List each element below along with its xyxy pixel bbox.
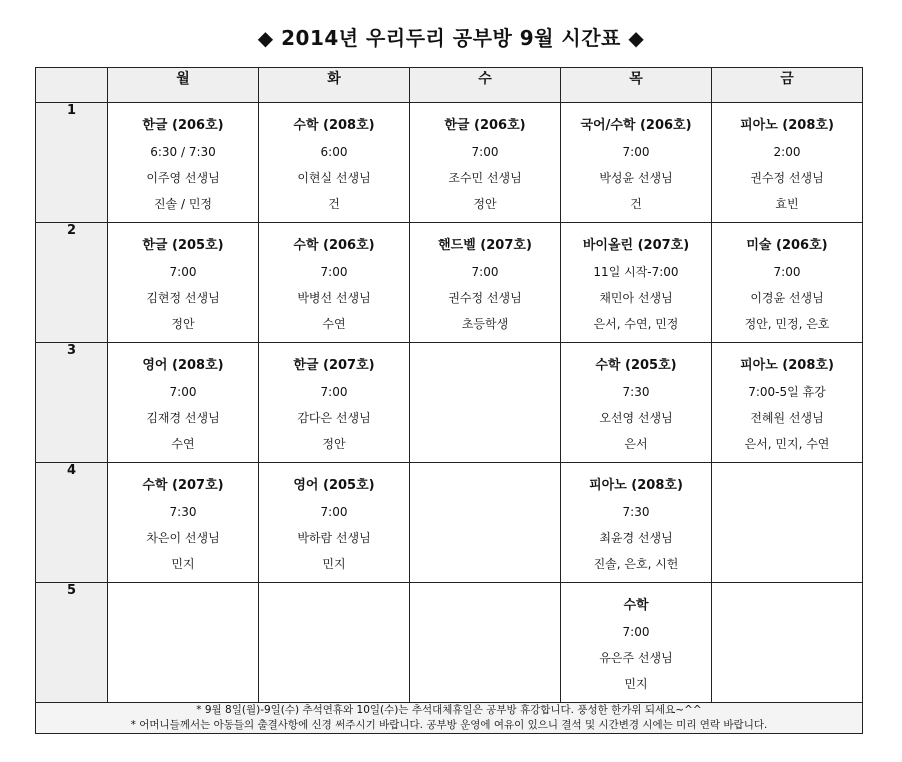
- class-time: [108, 619, 258, 645]
- teacher-name: 박성윤 선생님: [599, 171, 673, 185]
- class-time: 7:00: [622, 145, 650, 159]
- class-subject: [410, 473, 560, 499]
- class-cell: [108, 223, 259, 343]
- student-names: [410, 551, 560, 577]
- class-cell-content: [108, 223, 258, 337]
- class-cell-content: [410, 463, 560, 577]
- class-time: 7:00: [320, 265, 348, 279]
- student-names: 은서, 민지, 수연: [744, 437, 830, 451]
- class-time: 7:30: [622, 505, 650, 519]
- teacher-name: 이주영 선생님: [146, 171, 220, 185]
- class-cell: [108, 103, 259, 223]
- teacher-name: [108, 645, 258, 671]
- student-names: [712, 551, 862, 577]
- student-names: 정안: [473, 197, 497, 211]
- note-line: * 9월 8일(월)-9일(수) 추석연휴와 10일(수)는 추석대체휴일은 공부방 휴강합니다. 풍성한 한가위 되세요~^^: [196, 704, 702, 716]
- period-row: [36, 463, 863, 583]
- teacher-name: 최윤경 선생님: [599, 531, 673, 545]
- teacher-name: 전혜원 선생님: [750, 411, 824, 425]
- teacher-name: [410, 645, 560, 671]
- header-row: [36, 68, 863, 103]
- period-label: 3: [36, 343, 108, 463]
- class-time: [712, 499, 862, 525]
- class-cell-content: [108, 583, 258, 697]
- class-cell: [712, 223, 863, 343]
- class-cell-content: [561, 223, 711, 337]
- student-names: 정안: [322, 437, 346, 451]
- class-time: 7:00: [320, 505, 348, 519]
- class-subject: 국어/수학 (206호): [580, 118, 692, 133]
- class-subject: [410, 353, 560, 379]
- class-cell-content: [259, 103, 409, 217]
- class-cell: [108, 583, 259, 703]
- class-time: [410, 379, 560, 405]
- teacher-name: 유은주 선생님: [599, 651, 673, 665]
- teacher-name: 차은이 선생님: [146, 531, 220, 545]
- teacher-name: 이경윤 선생님: [750, 291, 824, 305]
- class-cell: [259, 343, 410, 463]
- student-names: 민지: [322, 557, 346, 571]
- class-cell: [712, 583, 863, 703]
- class-subject: 수학: [623, 598, 649, 613]
- class-cell: [712, 343, 863, 463]
- class-cell-content: [410, 343, 560, 457]
- student-names: 은서, 수연, 민정: [593, 317, 679, 331]
- teacher-name: 권수정 선생님: [750, 171, 824, 185]
- class-cell-content: [561, 343, 711, 457]
- class-time: [410, 499, 560, 525]
- student-names: 건: [630, 197, 642, 211]
- class-cell: [259, 583, 410, 703]
- class-cell: [410, 463, 561, 583]
- student-names: 진솔, 은호, 시헌: [593, 557, 679, 571]
- day-header: 금: [712, 68, 863, 103]
- class-cell: [410, 103, 561, 223]
- student-names: 민지: [171, 557, 195, 571]
- class-cell-content: [410, 583, 560, 697]
- student-names: 정안: [171, 317, 195, 331]
- student-names: 민지: [624, 677, 648, 691]
- teacher-name: 박하람 선생님: [297, 531, 371, 545]
- period-label: 1: [36, 103, 108, 223]
- class-time: 7:00: [471, 265, 499, 279]
- student-names: [108, 671, 258, 697]
- period-row: [36, 343, 863, 463]
- class-cell-content: [561, 583, 711, 697]
- teacher-name: [712, 645, 862, 671]
- class-time: 11일 시작-7:00: [593, 265, 679, 279]
- class-subject: [712, 593, 862, 619]
- class-cell-content: [561, 103, 711, 217]
- class-subject: 한글 (207호): [293, 358, 375, 373]
- class-cell-content: [108, 463, 258, 577]
- period-label: 4: [36, 463, 108, 583]
- page-title: ◆ 2014년 우리두리 공부방 9월 시간표 ◆: [257, 26, 645, 50]
- note-line: * 어머니들께서는 아동들의 출결사항에 신경 써주시기 바랍니다. 공부방 운영에 여유이 있으니 결석 및 시간변경 시에는 미리 연락 바랍니다.: [130, 719, 768, 731]
- class-subject: 영어 (208호): [142, 358, 224, 373]
- class-time: [410, 619, 560, 645]
- class-cell: [561, 343, 712, 463]
- notes-cell: [36, 703, 863, 734]
- teacher-name: [712, 525, 862, 551]
- period-row: [36, 103, 863, 223]
- class-subject: 한글 (205호): [142, 238, 224, 253]
- class-time: 7:00-5일 휴강: [748, 385, 826, 399]
- teacher-name: 김현정 선생님: [146, 291, 220, 305]
- teacher-name: 감다은 선생님: [297, 411, 371, 425]
- class-cell: [259, 103, 410, 223]
- timetable: [35, 67, 863, 734]
- class-cell: [410, 583, 561, 703]
- teacher-name: 권수정 선생님: [448, 291, 522, 305]
- student-names: [259, 671, 409, 697]
- teacher-name: 조수민 선생님: [448, 171, 522, 185]
- student-names: [712, 671, 862, 697]
- class-time: 7:00: [622, 625, 650, 639]
- student-names: 은서: [624, 437, 648, 451]
- class-cell: [712, 463, 863, 583]
- student-names: 수연: [322, 317, 346, 331]
- class-subject: [410, 593, 560, 619]
- day-header: 화: [259, 68, 410, 103]
- class-cell: [410, 343, 561, 463]
- class-subject: 수학 (207호): [142, 478, 224, 493]
- class-cell-content: [108, 343, 258, 457]
- class-subject: 수학 (206호): [293, 238, 375, 253]
- class-time: 7:30: [622, 385, 650, 399]
- class-cell: [561, 463, 712, 583]
- class-time: 7:00: [471, 145, 499, 159]
- student-names: [410, 671, 560, 697]
- class-cell: [108, 463, 259, 583]
- class-cell-content: [410, 223, 560, 337]
- class-cell: [561, 103, 712, 223]
- student-names: 정안, 민정, 은호: [744, 317, 830, 331]
- period-row: [36, 583, 863, 703]
- class-time: [259, 619, 409, 645]
- class-cell-content: [712, 583, 862, 697]
- class-cell: [561, 583, 712, 703]
- day-header: 수: [410, 68, 561, 103]
- class-cell: [712, 103, 863, 223]
- class-cell-content: [108, 103, 258, 217]
- class-cell-content: [259, 223, 409, 337]
- class-cell-content: [410, 103, 560, 217]
- notes-row: [36, 703, 863, 734]
- teacher-name: [410, 405, 560, 431]
- class-subject: 바이올린 (207호): [582, 238, 690, 253]
- class-cell-content: [712, 223, 862, 337]
- class-time: 7:00: [320, 385, 348, 399]
- student-names: 효빈: [775, 197, 799, 211]
- class-cell-content: [259, 463, 409, 577]
- student-names: [410, 431, 560, 457]
- class-cell: [259, 463, 410, 583]
- period-label: 2: [36, 223, 108, 343]
- teacher-name: 이현실 선생님: [297, 171, 371, 185]
- class-cell-content: [259, 583, 409, 697]
- class-subject: 피아노 (208호): [740, 118, 834, 133]
- class-time: 2:00: [773, 145, 801, 159]
- teacher-name: 박병선 선생님: [297, 291, 371, 305]
- class-time: 7:30: [169, 505, 197, 519]
- class-subject: 피아노 (208호): [589, 478, 683, 493]
- class-cell: [108, 343, 259, 463]
- period-label: 5: [36, 583, 108, 703]
- class-subject: 미술 (206호): [746, 238, 828, 253]
- class-cell-content: [712, 343, 862, 457]
- day-header: 목: [561, 68, 712, 103]
- class-time: 6:00: [320, 145, 348, 159]
- period-row: [36, 223, 863, 343]
- class-cell-content: [712, 103, 862, 217]
- teacher-name: [410, 525, 560, 551]
- class-subject: 한글 (206호): [142, 118, 224, 133]
- teacher-name: 채민아 선생님: [599, 291, 673, 305]
- class-cell: [561, 223, 712, 343]
- class-subject: [712, 473, 862, 499]
- teacher-name: [259, 645, 409, 671]
- class-subject: 영어 (205호): [293, 478, 375, 493]
- class-cell-content: [259, 343, 409, 457]
- class-subject: [259, 593, 409, 619]
- class-subject: 수학 (205호): [595, 358, 677, 373]
- teacher-name: 김재경 선생님: [146, 411, 220, 425]
- class-time: 7:00: [169, 385, 197, 399]
- class-subject: 피아노 (208호): [740, 358, 834, 373]
- student-names: 수연: [171, 437, 195, 451]
- student-names: 초등학생: [461, 317, 509, 331]
- class-time: 7:00: [169, 265, 197, 279]
- class-subject: 핸드벨 (207호): [438, 238, 532, 253]
- class-time: 7:00: [773, 265, 801, 279]
- student-names: 건: [328, 197, 340, 211]
- class-cell-content: [561, 463, 711, 577]
- class-cell: [259, 223, 410, 343]
- class-cell: [410, 223, 561, 343]
- class-subject: 수학 (208호): [293, 118, 375, 133]
- class-time: [712, 619, 862, 645]
- class-subject: [108, 593, 258, 619]
- corner-cell: [36, 68, 108, 103]
- class-cell-content: [712, 463, 862, 577]
- class-subject: 한글 (206호): [444, 118, 526, 133]
- class-time: 6:30 / 7:30: [150, 145, 216, 159]
- teacher-name: 오선영 선생님: [599, 411, 673, 425]
- student-names: 진솔 / 민정: [153, 197, 213, 211]
- day-header: 월: [108, 68, 259, 103]
